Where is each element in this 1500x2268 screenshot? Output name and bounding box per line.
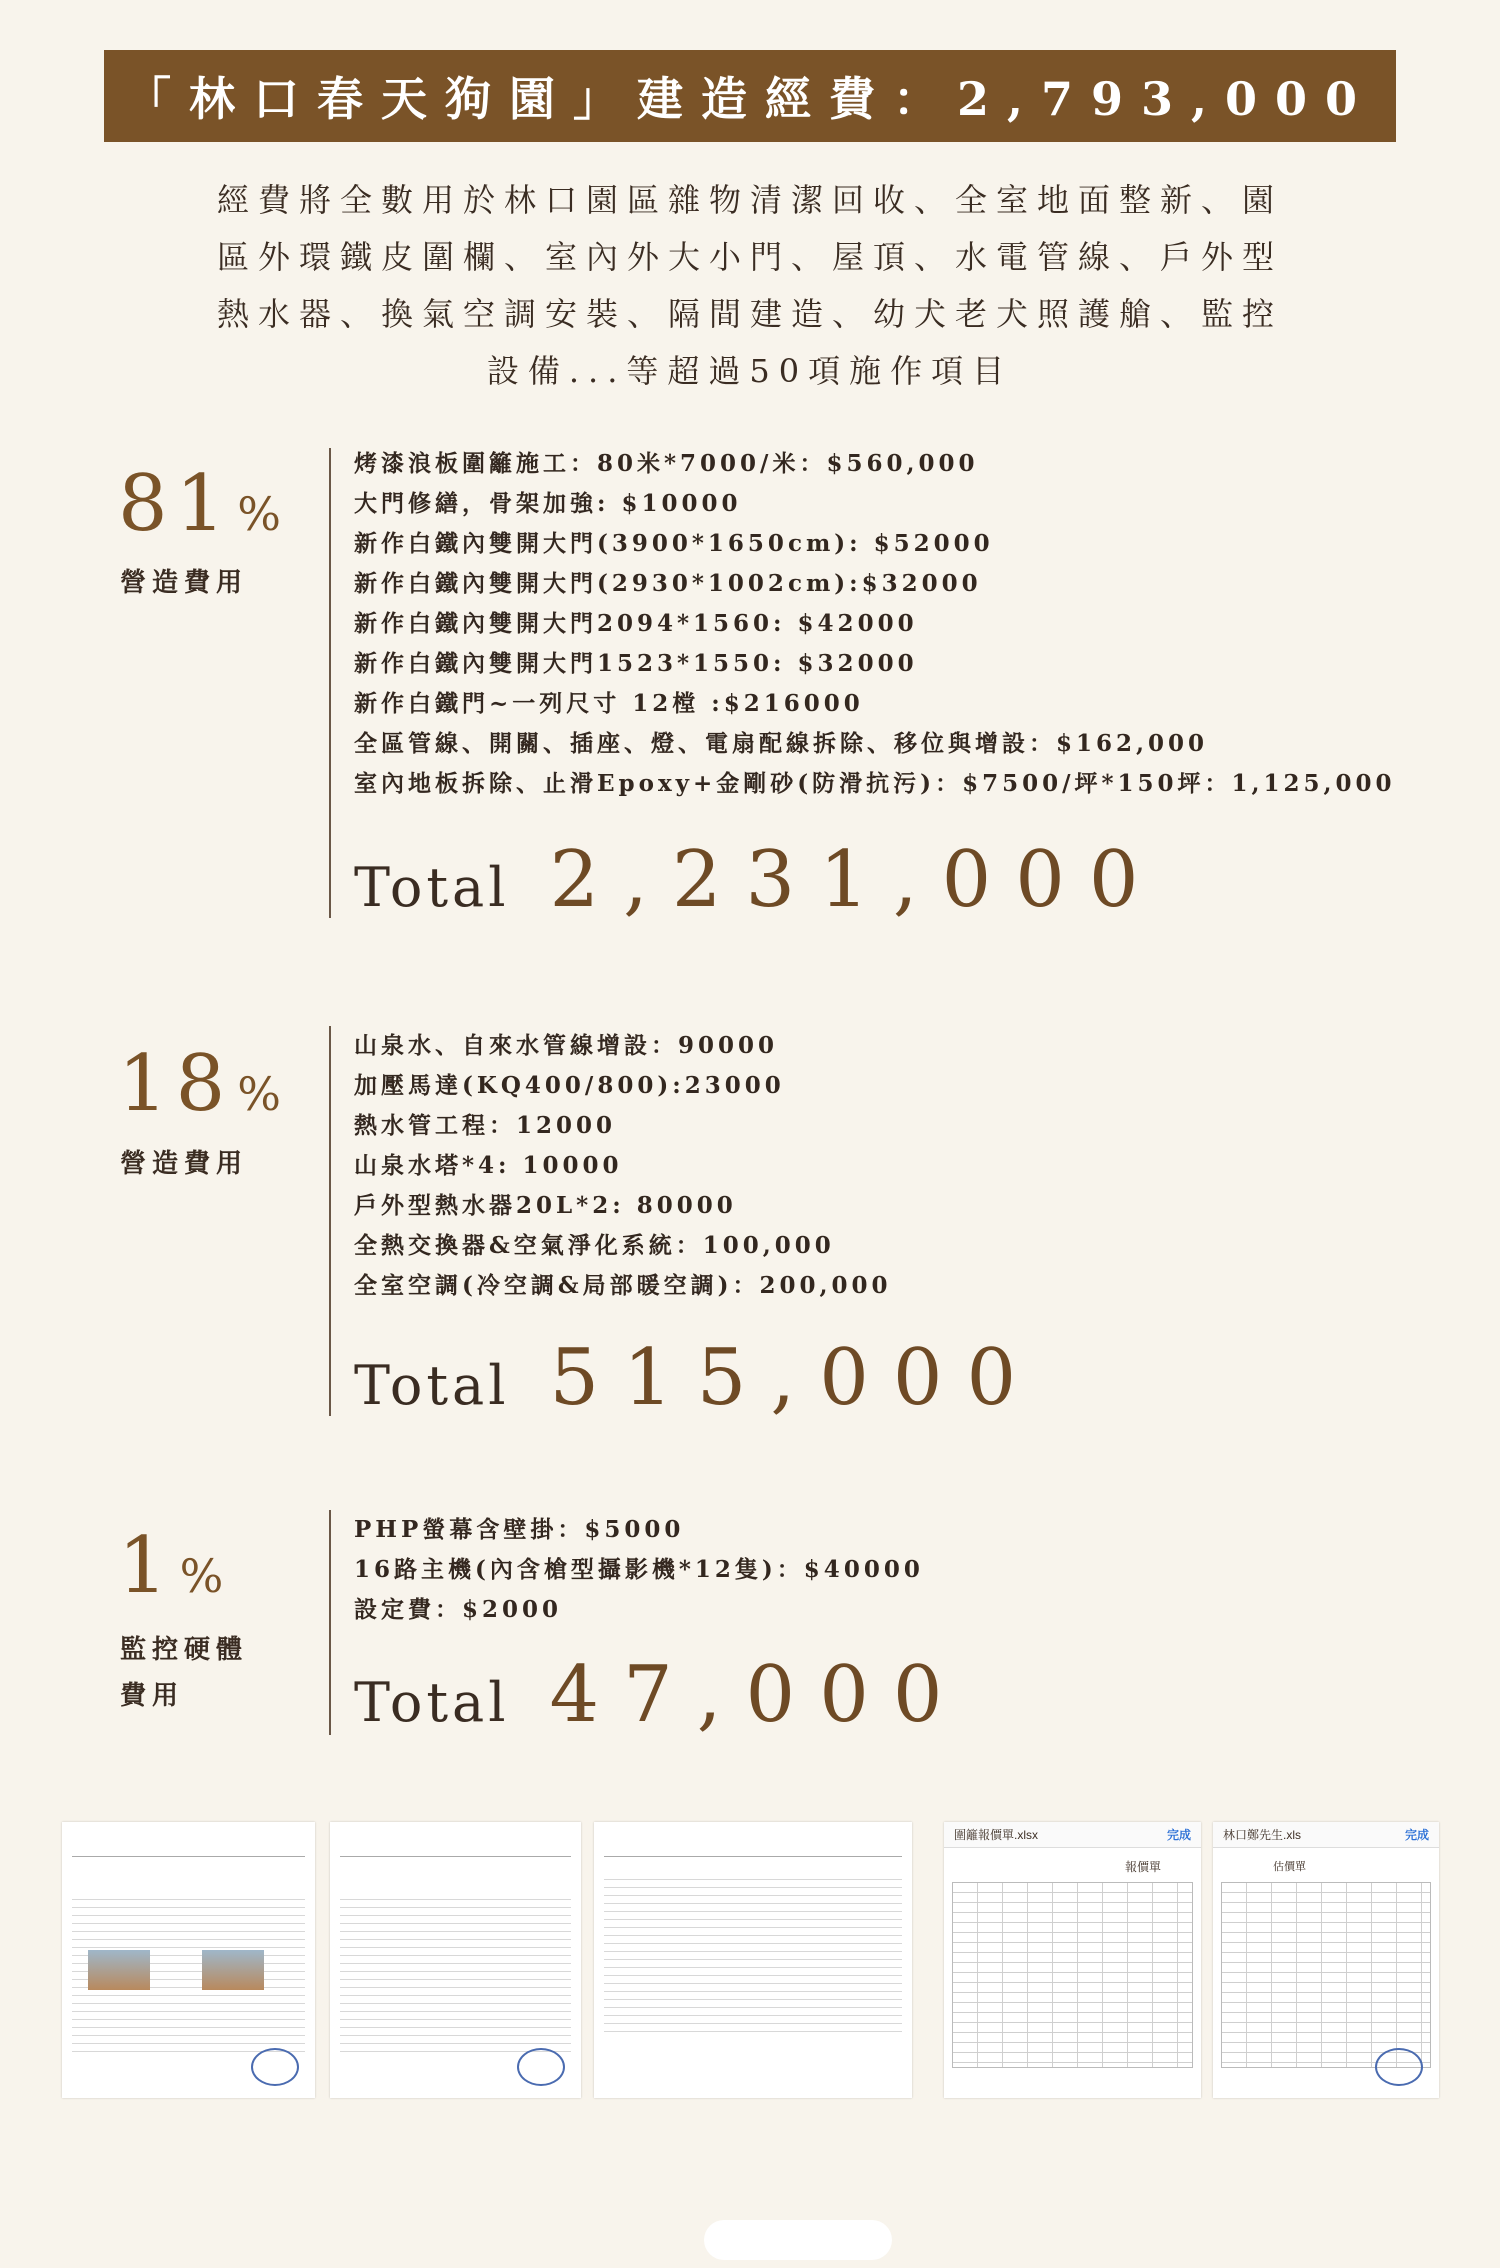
cost-item: 全區管線、開關、插座、燈、電扇配線拆除、移位與增設：$162,000 <box>354 730 1209 757</box>
cost-item: 山泉水塔*4: 10000 <box>354 1152 623 1179</box>
cost-item: 16路主機(內含槍型攝影機*12隻)：$40000 <box>354 1556 924 1583</box>
category-label: 營造費用 <box>120 1149 249 1179</box>
cost-item: 新作白鐵內雙開大門(2930*1002cm):$32000 <box>354 570 982 597</box>
doc-header-line <box>604 1846 902 1857</box>
page-title: 「林口春天狗園」建造經費：2,793,000 <box>124 72 1376 126</box>
site-photo-icon <box>88 1950 150 1990</box>
cost-item: PHP螢幕含壁掛：$5000 <box>354 1516 685 1543</box>
spreadsheet-header <box>944 1822 1201 1848</box>
section-divider <box>329 1026 331 1416</box>
cost-item: 設定費：$2000 <box>354 1596 563 1623</box>
doc-table-lines <box>604 1872 902 2038</box>
intro-line: 區外環鐵皮圍欄、室內外大小門、屋頂、水電管線、戶外型 <box>216 238 1283 276</box>
cost-item: 烤漆浪板圍籬施工：80米*7000/米：$560,000 <box>354 450 979 477</box>
sheet-title: 估價單 <box>1273 1861 1306 1873</box>
cost-item: 新作白鐵內雙開大門(3900*1650cm): $52000 <box>354 530 994 557</box>
spreadsheet-header <box>1213 1822 1439 1848</box>
section-divider <box>329 1510 331 1735</box>
total-value: 47,000 <box>549 1650 967 1740</box>
category-label: 營造費用 <box>120 568 249 598</box>
quote-document-thumbnail <box>330 1822 581 2098</box>
percent-label: 18% <box>118 1039 281 1129</box>
company-seal-icon <box>1375 2048 1423 2086</box>
doc-header-line <box>340 1846 571 1857</box>
item-list <box>354 444 1396 804</box>
section-divider <box>329 448 331 918</box>
quote-document-thumbnail <box>594 1822 912 2098</box>
intro-line: 設備...等超過50項施作項目 <box>486 352 1014 390</box>
home-indicator <box>704 2220 892 2260</box>
sheet-title: 報價單 <box>1124 1860 1161 1874</box>
cost-item: 加壓馬達(KQ400/800):23000 <box>354 1072 785 1099</box>
intro-line: 經費將全數用於林口園區雜物清潔回收、全室地面整新、園 <box>216 181 1283 219</box>
percent-label: 81% <box>118 459 281 549</box>
cost-item: 大門修繕，骨架加強: $10000 <box>354 490 742 517</box>
item-list <box>354 1026 892 1306</box>
cost-item: 新作白鐵內雙開大門1523*1550: $32000 <box>354 650 918 677</box>
item-list <box>354 1510 924 1630</box>
spreadsheet-filename: 圍籬報價單.xlsx <box>954 1828 1039 1842</box>
cost-item: 室內地板拆除、止滑Epoxy+金剛砂(防滑抗污)：$7500/坪*150坪：1,125,000 <box>354 770 1396 797</box>
cost-item: 新作白鐵門~一列尺寸 12樘 :$216000 <box>354 690 864 717</box>
intro-paragraph <box>200 172 1300 400</box>
section-total: Total 47,000 <box>354 1650 967 1740</box>
cost-item: 新作白鐵內雙開大門2094*1560: $42000 <box>354 610 918 637</box>
percent-label: 1% <box>118 1521 224 1611</box>
spreadsheet-thumbnail <box>944 1822 1201 2098</box>
total-value: 515,000 <box>549 1333 1041 1423</box>
doc-header-line <box>72 1846 305 1857</box>
section-total: Total 2,231,000 <box>354 835 1163 925</box>
spreadsheet-grid <box>952 1882 1193 2068</box>
total-value: 2,231,000 <box>549 835 1163 925</box>
spreadsheet-filename: 林口鄭先生.xls <box>1223 1828 1302 1842</box>
done-button[interactable]: 完成 <box>1166 1828 1191 1842</box>
cost-item: 熱水管工程：12000 <box>354 1112 617 1139</box>
spreadsheet-thumbnail <box>1213 1822 1439 2098</box>
company-seal-icon <box>517 2048 565 2086</box>
cost-item: 山泉水、自來水管線增設：90000 <box>354 1032 779 1059</box>
intro-line: 熱水器、換氣空調安裝、隔間建造、幼犬老犬照護艙、監控 <box>216 295 1283 333</box>
company-seal-icon <box>251 2048 299 2086</box>
done-button[interactable]: 完成 <box>1404 1828 1429 1842</box>
category-label: 監控硬體 費用 <box>120 1635 249 1711</box>
section-total: Total 515,000 <box>354 1333 1041 1423</box>
site-photo-icon <box>202 1950 264 1990</box>
page-title-banner <box>104 50 1396 142</box>
spreadsheet-grid <box>1221 1882 1431 2068</box>
cost-item: 全熱交換器&空氣淨化系統：100,000 <box>354 1232 835 1259</box>
quote-document-thumbnail <box>62 1822 315 2098</box>
cost-item: 全室空調(冷空調&局部暖空調)：200,000 <box>354 1272 892 1299</box>
cost-item: 戶外型熱水器20L*2: 80000 <box>354 1192 737 1219</box>
doc-table-lines <box>340 1892 571 2058</box>
